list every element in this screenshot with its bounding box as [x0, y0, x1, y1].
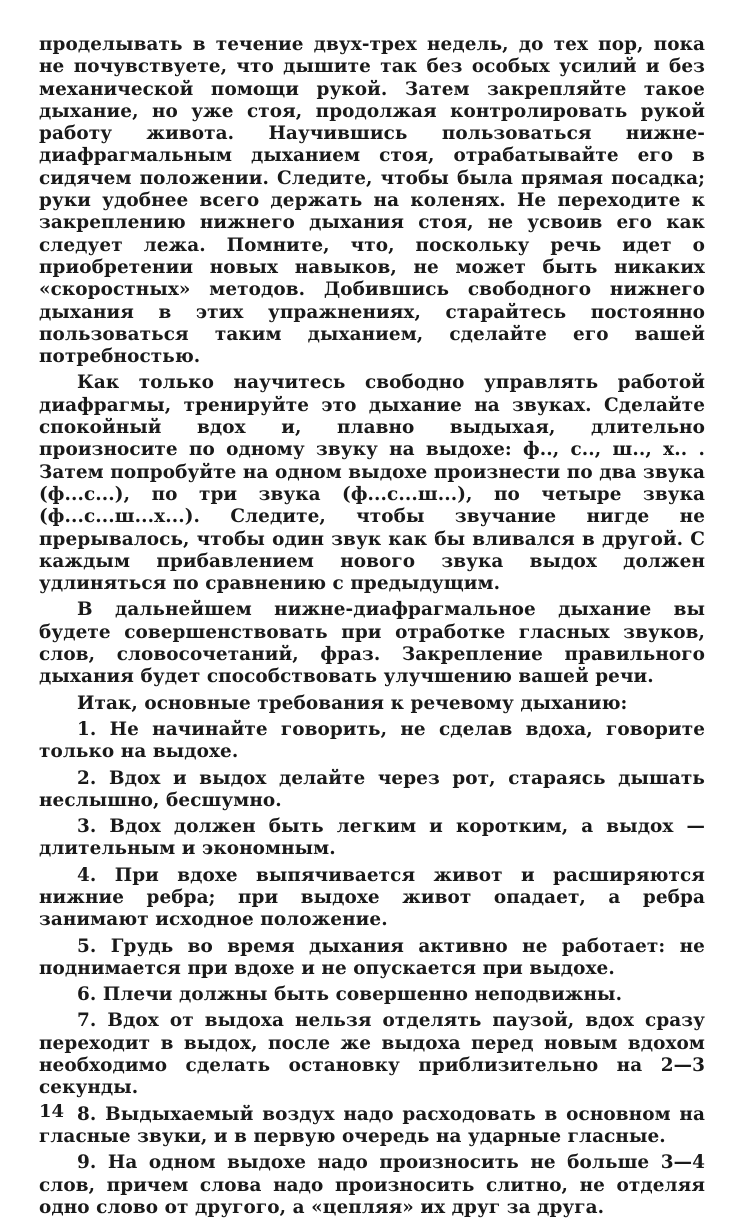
paragraph-continuation: проделывать в течение двух-трех недель, до тех пор, пока не почувствуете, что дышите так без особых усилий и без механической помощи рукой. Затем закрепляйте такое дыхание, но уже стоя, продолжая контролировать рукой работу живота. Научившись пользоваться нижне-диафрагмальным дыханием стоя, отрабатывайте его в сидячем положении. Следите, чтобы была прямая посадка; руки удобнее всего держать на коленях. Не переходите к закреплению нижнего дыхания стоя, не усвоив его как следует лежа. Помните, что, поскольку речь идет о приобретении новых навыков, не может быть никаких «скоростных» методов. Добившись свободного нижнего дыхания в этих упражнениях, старайтесь постоянно пользоваться таким дыханием, сделайте его вашей потребностью. — [39, 34, 705, 368]
requirement-9: 9. На одном выдохе надо произносить не больше 3—4 слов, причем слова надо произносить слитно, не отделяя одно слово от другого, а «цепляя» их друг за друга. — [39, 1152, 705, 1218]
requirement-7: 7. Вдох от выдоха нельзя отделять паузой, вдох сразу переходит в выдох, после же выдоха перед новым вдохом необходимо сделать остановку приблизительно на 2—3 секунды. — [39, 1010, 705, 1099]
requirement-8: 8. Выдыхаемый воздух надо расходовать в основном на гласные звуки, и в первую очередь на ударные гласные. — [39, 1103, 705, 1147]
requirement-2: 2. Вдох и выдох делайте через рот, стараясь дышать неслышно, бесшумно. — [39, 767, 705, 811]
requirement-5: 5. Грудь во время дыхания активно не работает: не поднимается при вдохе и не опускается при выдохе. — [39, 935, 705, 979]
page-number: 14 — [39, 1101, 65, 1122]
requirement-3: 3. Вдох должен быть легким и коротким, а выдох — длительным и экономным. — [39, 816, 705, 860]
requirements-heading: Итак, основные требования к речевому дыханию: — [77, 692, 628, 714]
paragraph-improvement: В дальнейшем нижне-диафрагмальное дыхание вы будете совершенствовать при отработке гласных звуков, слов, словосочетаний, фраз. Закрепление правильного дыхания будет способствовать улучшению вашей речи. — [39, 599, 705, 688]
paragraph-sound-training: Как только научитесь свободно управлять работой диафрагмы, тренируйте это дыхание на звуках. Сделайте спокойный вдох и, плавно выдыхая, длительно произносите по одному звуку на выдохе: ф.., с.., ш.., х.. . Затем попробуйте на одном выдохе произнести по два звука (ф...с...), по три звука (ф...с...ш...), по четыре звука (ф...с...ш...х...). Следите, чтобы звучание нигде не прерывалось, чтобы один звук как бы вливался в другой. С каждым прибавлением нового звука выдох должен удлиняться по сравнению с предыдущим. — [39, 372, 705, 595]
requirement-1: 1. Не начинайте говорить, не сделав вдоха, говорите только на выдохе. — [39, 718, 705, 763]
requirement-4: 4. При вдохе выпячивается живот и расширяются нижние ребра; при выдохе живот опадает, а ребра занимают исходное положение. — [39, 864, 705, 931]
page-body — [39, 34, 705, 1219]
requirement-6: 6. Плечи должны быть совершенно неподвижны. — [77, 984, 623, 1006]
